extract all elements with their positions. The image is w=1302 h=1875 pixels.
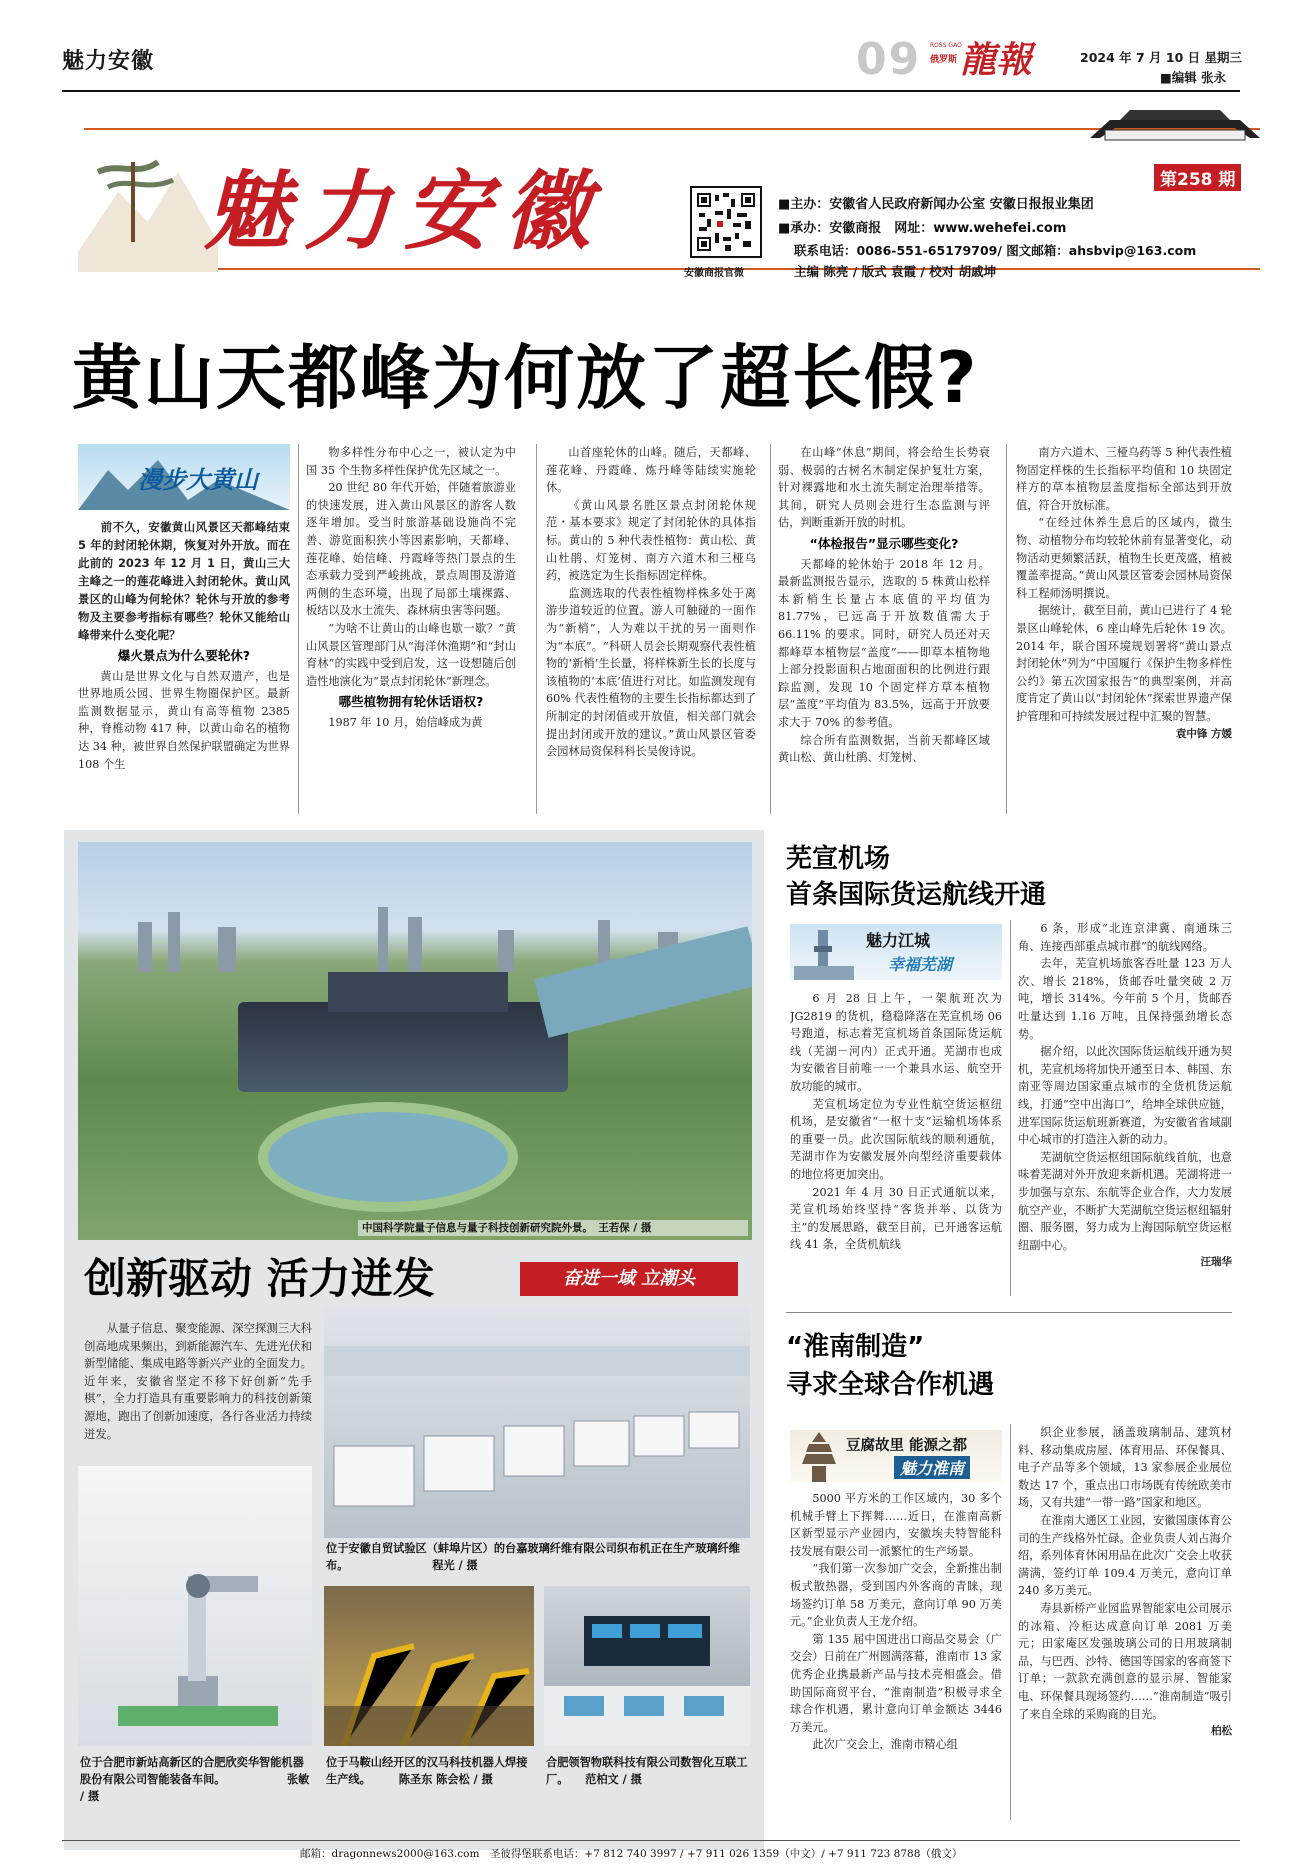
hefei-robot-photo: [78, 1466, 312, 1746]
paragraph: 《黄山风景名胜区景点封闭轮休规范・基本要求》规定了封闭轮休的具体指标。黄山的 5 种代表性植物：黄山松、黄山杜鹃、灯笼树、南方六道木和三桠乌药，被选定为生长指标固定样株。: [546, 498, 756, 583]
subhead-2: 哪些植物拥有轮休话语权?: [338, 694, 484, 710]
paragraph: 1987 年 10 月，始信峰成为黄: [328, 715, 483, 729]
paragraph: 芜宣机场定位为专业性航空货运枢纽机场，是安徽省“一枢十支”运输机场体系的重要一员。此次国际航线的顺利通航，芜湖市作为安徽发展外向型经济重要载体的地位将更加突出。: [790, 1097, 1002, 1181]
paragraph: 山首座轮休的山峰。随后，天都峰、莲花峰、丹霞峰、炼丹峰等陆续实施轮休。: [546, 446, 756, 495]
glass-fiber-caption: 位于安徽自贸试验区（蚌埠片区）的台嘉玻璃纤维有限公司织布机正在生产玻璃纤维布。 程光 / 摄: [326, 1542, 740, 1572]
paragraph: “为啥不让黄山的山峰也歇一歇？”黄山风景区管理部门从“海洋休渔期”和“封山育林”的实践中受到启发，这一设想随后创造性地演化为“景点封闭轮休”新理念。: [306, 621, 516, 688]
divider: [536, 444, 537, 814]
roof-icon: [1090, 108, 1260, 160]
tower-icon: [794, 926, 854, 980]
section-rule: [786, 1312, 1232, 1313]
paragraph: 物多样性分布中心之一，被认定为中国 35 个生物多样性保护优先区域之一。: [306, 446, 516, 477]
paragraph: 监测选取的代表性植物样株多处于离游步道较近的位置。游人可触碰的一面作为“新梢”，人为难以干扰的另一面则作为“本底”。“科研人员会长期观察代表性植物的‘新梢’生长量，将样株新生长的长度与该植物的‘本底’值进行对比。如监测发现有 60% 代表性植物的主要生长指标都达到了所制定的封闭值或开放值，相关部门就会提出封闭或开放的建议。”黄山风景区管委会园林局资保科科长吴俊诗说。: [546, 586, 756, 759]
main-lead: 前不久，安徽黄山风景区天都峰结束 5 年的封闭轮休期，恢复对外开放。而在此前的 2023 年 12 月 1 日，黄山三大主峰之一的莲花峰进入封闭轮休。黄山风景区的山峰为何轮休？轮休与开放的参考物及主要参考指标有哪些？轮休又能给山峰带来什么变化呢？: [78, 520, 290, 642]
huainan-headline-1: “淮南制造”: [786, 1332, 925, 1362]
divider: [1006, 444, 1007, 814]
pine-mountain-icon: [78, 132, 218, 272]
main-col-3: [546, 444, 756, 816]
issue-number: 第258 期: [1154, 164, 1241, 191]
subhead-1: 爆火景点为什么要轮休?: [117, 648, 251, 663]
footer-rule: [62, 1840, 1240, 1841]
glass-fiber-photo: [324, 1306, 750, 1538]
paragraph: 5000 平方米的工作区域内，30 多个机械手臂上下挥舞……近日，在淮南高新区新型显示产业园内，安徽埃夫特智能科技发展有限公司一派繁忙的生产场景。: [790, 1492, 1002, 1558]
huangshan-badge: [78, 444, 290, 510]
paragraph: 在山峰“休息”期间，将会给生长势衰弱、极弱的古树名木制定保护复壮方案，针对裸露地和水土流失制定治理举措等。其间，研究人员则会进行生态监测与评估，判断重新开放的时机。: [778, 446, 990, 530]
paragraph: 黄山是世界文化与自然双遗产，也是世界地质公园、世界生物圈保护区。最新监测数据显示，黄山有高等植物 2385 种，脊椎动物 417 种，以黄山命名的植物达 34 种，被世界自然保护联盟确定为世界 108 个生: [78, 669, 290, 771]
welding-line-icon: [324, 1586, 534, 1746]
byline: 汪瑞华: [1200, 1256, 1232, 1269]
paragraph: 天都峰的轮休始于 2018 年 12 月。最新监测报告显示，选取的 5 株黄山松样本新梢生长量占本底值的平均值为 81.77%，已远高于开放数值需大于 66.11% 的要求。同时，研究人员还对天都峰草本植物层“盖度”——即草本植物地上部分投影面积占地面面积的比例进行跟踪监测，发现 10 个固定样方草本植物层“盖度”平均值为 83.5%，远高于开放要求大于 70% 的参考值。: [778, 557, 990, 729]
footer-contact: 邮箱：dragonnews2000@163.com 圣彼得堡联系电话：+7 812 740 3997 / +7 911 026 1359（中文）/ +7 911 723 8788（俄文）: [300, 1848, 963, 1860]
paragraph: 寿县新桥产业园监界智能家电公司展示的冰箱、冷柜达成意向订单 2081 万美元；田家庵区发强玻璃公司的日用玻璃制品，与巴西、沙特、德国等国家的客商签下订单；一款款充满创意的显示屏、智能家电、环保餐具现场签约……“淮南制造”吸引了来自全球的采购商的目光。: [1018, 1601, 1232, 1721]
lingzhi-caption: 合肥领智物联科技有限公司数智化互联工厂。 范柏文 / 摄: [546, 1756, 748, 1786]
divider: [1010, 1424, 1011, 1820]
logo-latin-text: ROSS GAO: [930, 42, 962, 49]
masthead-organizer: ■承办：安徽商报 网址：www.wehefei.com: [778, 221, 1067, 236]
paragraph: 20 世纪 80 年代开始，伴随着旅游业的快速发展，进入黄山风景区的游客人数逐年增加。受当时旅游基础设施尚不完善、游览面积狭小等因素影响，天都峰、莲花峰、始信峰、丹霞峰等热门景点的生态承载力受到严峻挑战，景点周围及游道两侧的生态环境，出现了局部土壤裸露、板结以及水土流失、森林病虫害等问题。: [306, 481, 516, 618]
lingzhi-factory-photo: [544, 1586, 750, 1746]
subhead-3: “体检报告”显示哪些变化?: [809, 535, 959, 551]
byline: 柏松: [1211, 1725, 1232, 1738]
issue-date: 2024 年 7 月 10 日 星期三: [1080, 50, 1242, 65]
paragraph: “我们第一次参加广交会，全新推出制板式散热器，受到国内外客商的青睐，现场签约订单 58 万美元，意向订单 90 万美元。”企业负责人王龙介绍。: [790, 1562, 1002, 1629]
huainan-col-1: [790, 1490, 1002, 1820]
logo-small-text: 俄罗斯: [930, 55, 958, 65]
airport-headline-2: 首条国际货运航线开通: [786, 880, 1047, 910]
lake: [258, 1102, 518, 1212]
airport-headline-1: 芜宣机场: [786, 844, 891, 874]
paragraph: 综合所有监测数据，当前天都峰区域黄山松、黄山杜鹃、灯笼树、: [778, 733, 990, 765]
maanshan-welding-photo: [324, 1586, 534, 1746]
masthead-staff: 主编 陈亮 / 版式 袁霞 / 校对 胡戚坤: [794, 264, 997, 279]
main-col-1: [78, 518, 290, 814]
page-editor: ■编辑 张永: [1160, 70, 1227, 85]
wuhu-badge: [790, 924, 1002, 980]
wuhu-badge-2: 幸福芜湖: [888, 955, 953, 974]
divider: [1010, 920, 1011, 1296]
pagoda-icon: [794, 1430, 844, 1482]
paragraph: 第 135 届中国进出口商品交易会（广交会）日前在广州圆满落幕，淮南市 13 家优秀企业携最新产品与技术亮相盛会。借助国际商贸平台，“淮南制造”积极寻求全球合作机遇，累计意向订单金额达 3446 万美元。: [790, 1632, 1002, 1734]
looms-icon: [324, 1346, 750, 1538]
qr-code[interactable]: [690, 186, 762, 258]
main-col-2: [306, 444, 516, 816]
byline: 袁中锋 方媛: [1175, 727, 1232, 740]
innovation-body: [84, 1320, 312, 1450]
airport-col-1: [790, 990, 1002, 1294]
robot-arm-icon: [118, 1526, 278, 1726]
huainan-col-2: [1018, 1424, 1232, 1824]
quantum-photo-caption: 中国科学院量子信息与量子科技创新研究院外景。 王若保 / 摄: [358, 1220, 748, 1236]
building: [238, 1002, 568, 1092]
huainan-badge: [790, 1430, 1002, 1482]
innovation-badge: 奋进一域 立潮头: [520, 1262, 738, 1296]
main-headline: 黄山天都峰为何放了超长假?: [72, 337, 979, 419]
badge-text: 漫步大黄山: [138, 465, 258, 494]
innovation-headline: 创新驱动 活力迸发: [84, 1254, 435, 1303]
section-title: 魅力安徽: [62, 49, 155, 74]
paragraph: 2021 年 4 月 30 日正式通航以来，芜宣机场始终坚持“客货并举、以货为主”的发展思路，截至目前，已开通客运航线 41 条，全货机航线: [790, 1185, 1002, 1252]
huainan-badge-2: 魅力淮南: [894, 1456, 970, 1479]
paragraph: 6 月 28 日上午，一架航班次为 JG2819 的货机，稳稳降落在芜宣机场 06 号跑道，标志着芜宣机场首条国际货运航线（芜湖－河内）正式开通。芜湖市也成为安徽省目前唯一一个兼具水运、航空开放功能的城市。: [790, 992, 1002, 1093]
header-rule: [62, 90, 1240, 92]
paragraph: 据统计，截至目前，黄山已进行了 4 轮景区山峰轮休，6 座山峰先后轮休 19 次。2014 年，联合国环境规划署将“黄山景点封闭轮休”列为“中国履行《保护生物多样性公约》第五次国家报告”的典型案例，并高度肯定了黄山以“封闭轮休”探索世界遗产保护管理和可持续发展过程中汇聚的智慧。: [1016, 604, 1232, 723]
qr-code-icon: [697, 193, 755, 251]
paragraph: 此次广交会上，淮南市精心组: [812, 1738, 958, 1752]
divider: [298, 444, 299, 814]
paragraph: 芜湖航空货运枢纽国际航线首航，也意味着芜湖对外开放迎来新机遇。芜湖将进一步加强与京东、东航等企业合作，大力发展航空产业，不断扩大芜湖航空货运枢纽辐射圈、服务圈，努力成为上海国际航空货运枢纽副中心。: [1018, 1150, 1232, 1252]
huainan-headline-2: 寻求全球合作机遇: [786, 1370, 995, 1400]
paragraph: 在淮南大通区工业园，安徽国康体育公司的生产线格外忙碌。企业负责人刘占海介绍，系列体育休闲用品在此次广交会上收获满满，签约订单 109.4 万美元，意向订单 240 多万美元。: [1018, 1513, 1232, 1598]
paragraph: 织企业参展，涵盖玻璃制品、建筑材料、移动集成房屋、体育用品、环保餐具、电子产品等多个领域，13 家参展企业展位数达 17 个，重点出口市场既有传统欧美市场，又有共建“一带一路”国家和地区。: [1018, 1426, 1232, 1510]
divider: [770, 444, 771, 814]
main-col-4: [778, 444, 990, 816]
paragraph: 去年，芜宣机场旅客吞吐量 123 万人次、增长 218%，货邮吞吐量突破 2 万吨，增长 314%。今年前 5 个月，货邮吞吐量达到 1.16 万吨，且保持强劲增长态势。: [1018, 957, 1232, 1041]
factory-screen-icon: [544, 1586, 750, 1746]
wuhu-badge-1: 魅力江城: [866, 931, 931, 950]
page-number: 09: [856, 34, 922, 85]
newspaper-logo: [930, 39, 1062, 82]
quantum-institute-photo: [78, 842, 752, 1240]
main-col-5: [1016, 444, 1232, 820]
qr-caption: 安徽商报官微: [684, 268, 744, 279]
masthead-contact: 联系电话：0086-551-65179709/ 图文邮箱：ahsbvip@163.com: [794, 243, 1197, 258]
building-wing: [328, 972, 508, 1012]
paragraph: 6 条，形成“北连京津冀、南通珠三角、连接西部重点城市群”的航线网络。: [1018, 922, 1232, 953]
paragraph: “在经过休养生息后的区域内，微生物、动植物分布均较轮休前有显著变化，动物活动更频繁活跃，植物生长更茂盛，植被覆盖率提高。”黄山风景区管委会园林局资保科工程师汤明撰说。: [1016, 516, 1232, 600]
huainan-badge-1: 豆腐故里 能源之都: [846, 1438, 968, 1454]
airport-col-2: [1018, 920, 1232, 1300]
paragraph: 从量子信息、聚变能源、深空探测三大科创高地成果频出，到新能源汽车、先进光伏和新型储能、集成电路等新兴产业的全面发力。近年来，安徽省坚定不移下好创新“先手棋”，全力打造具有重要影响力的科技创新策源地，跑出了创新加速度，各行各业活力持续迸发。: [84, 1321, 312, 1441]
masthead-host: ■主办：安徽省人民政府新闻办公室 安徽日报报业集团: [778, 197, 1094, 212]
paragraph: 南方六道木、三桠乌药等 5 种代表性植物固定样株的生长指标平均值和 10 块固定样方的草本植物层盖度指标全部达到开放值，符合开放标准。: [1016, 446, 1232, 512]
paragraph: 据介绍，以此次国际货运航线开通为契机，芜宣机场将加快开通至日本、韩国、东南亚等周边国家重点城市的全货机货运航线，打通“空中出海口”，给坤全球供应链，进军国际货运航班新赛道，为安徽省省域副中心城市的打造注入新的动力。: [1018, 1045, 1232, 1147]
logo-text: 龍報: [960, 39, 1033, 81]
hefei-robot-caption: 位于合肥市新站高新区的合肥欣奕华智能机器股份有限公司智能装备车间。 张敏 / 摄: [80, 1756, 310, 1803]
maanshan-caption: 位于马鞍山经开区的汉马科技机器人焊接生产线。 陈圣东 陈会松 / 摄: [326, 1756, 528, 1786]
masthead-title: 魅力安徽: [204, 161, 604, 262]
